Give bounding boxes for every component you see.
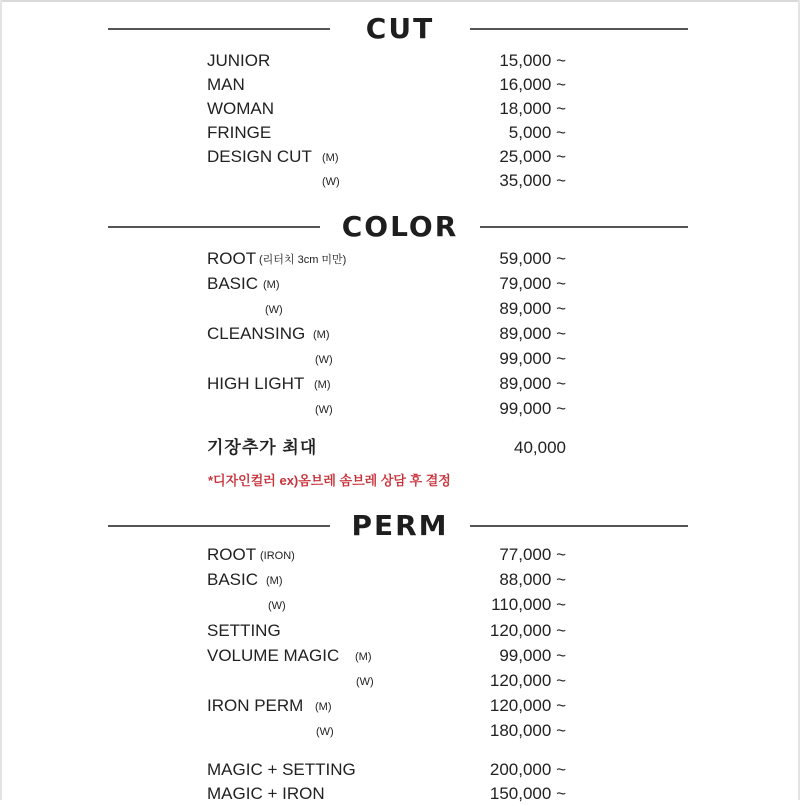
divider-rule-left xyxy=(108,226,320,228)
price-row xyxy=(0,619,800,643)
service-name: ROOT xyxy=(207,249,257,268)
service-price: 120,000 ~ xyxy=(489,696,566,715)
extra-length-price: 40,000 xyxy=(514,438,566,457)
service-name: WOMAN xyxy=(207,99,275,118)
section-heading-color xyxy=(0,210,800,244)
service-price: 88,000 ~ xyxy=(499,570,566,589)
service-price: 99,000 ~ xyxy=(499,399,566,418)
service-price: 89,000 ~ xyxy=(499,374,566,393)
gender-tag: (M) xyxy=(355,651,372,663)
price-row xyxy=(0,97,800,121)
service-price: 79,000 ~ xyxy=(499,274,566,293)
gender-tag: (W) xyxy=(356,676,374,688)
divider-rule-right xyxy=(470,525,688,527)
price-row xyxy=(0,297,800,321)
price-row xyxy=(0,49,800,73)
divider-rule-right xyxy=(470,28,688,30)
section-heading-perm xyxy=(0,509,800,543)
service-price: 16,000 ~ xyxy=(499,75,566,94)
price-row xyxy=(0,782,800,806)
service-price: 59,000 ~ xyxy=(499,249,566,268)
gender-tag: (M) xyxy=(322,152,339,164)
price-row xyxy=(0,145,800,169)
service-name: MAN xyxy=(207,75,245,94)
service-note: (리터치 3cm 미만) xyxy=(259,254,347,266)
service-name: MAGIC + IRON xyxy=(207,784,325,803)
service-name: DESIGN CUT xyxy=(207,147,312,166)
gender-tag: (W) xyxy=(316,726,334,738)
service-price: 120,000 ~ xyxy=(489,621,566,640)
service-name: JUNIOR xyxy=(207,51,271,70)
section-title: CUT xyxy=(365,12,435,45)
gender-tag: (M) xyxy=(315,701,332,713)
price-row xyxy=(0,593,800,617)
service-price: 5,000 ~ xyxy=(508,123,566,142)
service-price: 200,000 ~ xyxy=(489,760,566,779)
price-row xyxy=(0,247,800,271)
extra-length-label: 기장추가 최대 xyxy=(207,438,318,457)
service-price: 99,000 ~ xyxy=(499,349,566,368)
price-row xyxy=(0,719,800,743)
price-row xyxy=(0,322,800,346)
service-name: CLEANSING xyxy=(207,324,306,343)
price-row xyxy=(0,758,800,782)
price-row xyxy=(0,347,800,371)
service-name: IRON PERM xyxy=(207,696,304,715)
price-row xyxy=(0,543,800,567)
service-price: 15,000 ~ xyxy=(499,51,566,70)
section-title: COLOR xyxy=(341,210,459,243)
price-row xyxy=(0,397,800,421)
price-row xyxy=(0,694,800,718)
price-row xyxy=(0,568,800,592)
extra-length-row xyxy=(0,436,800,460)
service-price: 110,000 ~ xyxy=(491,595,566,614)
gender-tag: (W) xyxy=(322,176,340,188)
price-row xyxy=(0,73,800,97)
section-title: PERM xyxy=(351,509,449,542)
price-row xyxy=(0,272,800,296)
price-row xyxy=(0,169,800,193)
service-price: 180,000 ~ xyxy=(489,721,566,740)
price-row xyxy=(0,669,800,693)
service-price: 77,000 ~ xyxy=(499,545,566,564)
service-price: 89,000 ~ xyxy=(499,324,566,343)
service-name: ROOT xyxy=(207,545,257,564)
gender-tag: (M) xyxy=(263,279,280,291)
price-row xyxy=(0,644,800,668)
service-note: (IRON) xyxy=(260,550,295,562)
service-name: HIGH LIGHT xyxy=(207,374,305,393)
service-name: VOLUME MAGIC xyxy=(207,646,340,665)
service-name: MAGIC + SETTING xyxy=(207,760,356,779)
service-price: 99,000 ~ xyxy=(499,646,566,665)
divider-rule-left xyxy=(108,28,330,30)
gender-tag: (M) xyxy=(266,575,283,587)
service-price: 18,000 ~ xyxy=(499,99,566,118)
page-frame-top xyxy=(0,0,800,2)
service-price: 150,000 ~ xyxy=(489,784,566,803)
service-name: SETTING xyxy=(207,621,281,640)
service-price: 89,000 ~ xyxy=(499,299,566,318)
service-name: BASIC xyxy=(207,570,259,589)
service-name: BASIC xyxy=(207,274,259,293)
divider-rule-right xyxy=(480,226,688,228)
section-heading-cut xyxy=(0,12,800,46)
gender-tag: (W) xyxy=(315,404,333,416)
service-name: FRINGE xyxy=(207,123,272,142)
design-color-note: *디자인컬러 ex)옴브레 솜브레 상담 후 결정 xyxy=(208,473,451,488)
price-row xyxy=(0,121,800,145)
gender-tag: (W) xyxy=(265,304,283,316)
service-price: 120,000 ~ xyxy=(489,671,566,690)
service-price: 25,000 ~ xyxy=(499,147,566,166)
gender-tag: (W) xyxy=(315,354,333,366)
price-row xyxy=(0,372,800,396)
divider-rule-left xyxy=(108,525,330,527)
gender-tag: (W) xyxy=(268,600,286,612)
service-price: 35,000 ~ xyxy=(499,171,566,190)
gender-tag: (M) xyxy=(313,329,330,341)
gender-tag: (M) xyxy=(314,379,331,391)
